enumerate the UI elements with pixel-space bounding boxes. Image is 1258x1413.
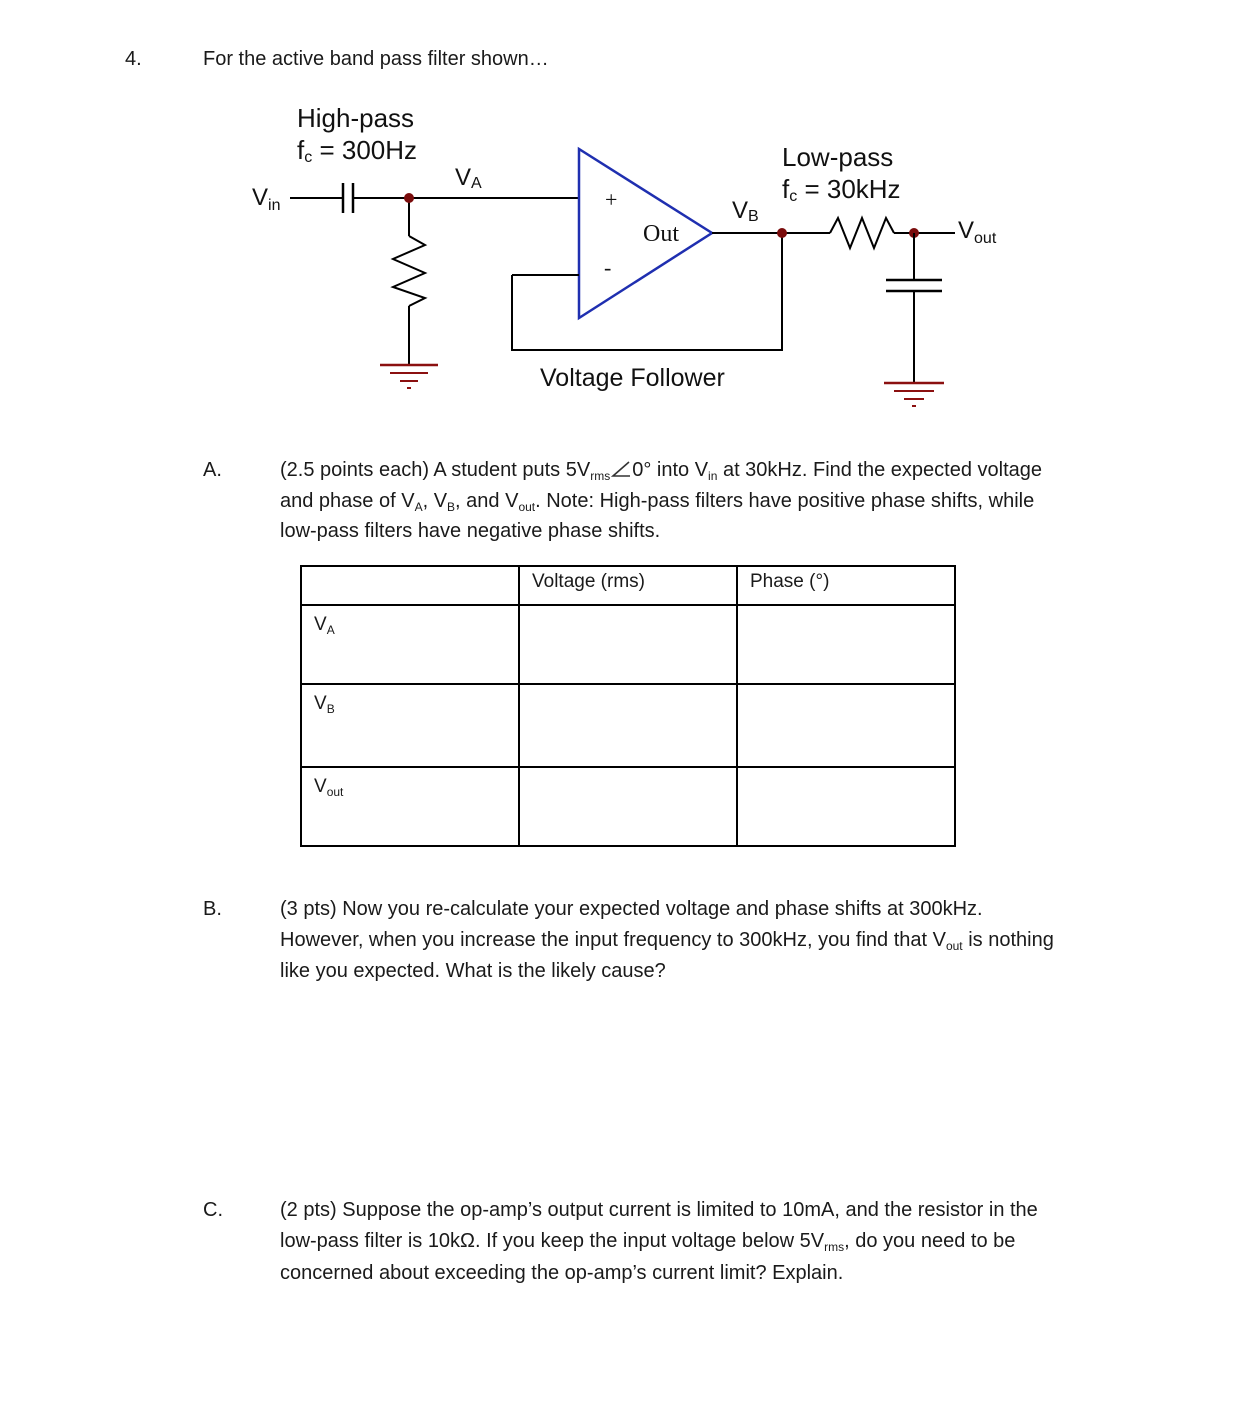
row-label-vb: $V_B$: [301, 684, 519, 767]
vb-phase-cell[interactable]: [737, 684, 955, 767]
vout-label: $V_{out}$: [958, 217, 997, 247]
table-row: [301, 605, 955, 684]
ground-icon: [380, 365, 438, 388]
highpass-fc-label: fc = 300Hz: [297, 135, 418, 166]
table-row: [301, 684, 955, 767]
part-c-line-1: (2 pts) Suppose the op-amp’s output current is limited to 10mA, and the resistor in the: [280, 1199, 1038, 1221]
row-label-vout: $V_{out}$: [301, 767, 519, 846]
part-c-line-2: low-pass filter is 10kΩ. If you keep the input voltage below $5V_{rms}$, do you need to be: [280, 1230, 1016, 1254]
part-a-line-1: (2.5 points each) A student puts $5V_{rms}$ 0° into $V_{in}$ at 30kHz. Find the expected voltage: [280, 455, 1042, 486]
vin-label: $V_{in}$: [252, 184, 281, 214]
opamp-minus: -: [604, 255, 612, 280]
highpass-title: High-pass: [297, 103, 415, 133]
circuit-diagram: [0, 0, 1258, 430]
va-voltage-cell[interactable]: [519, 605, 737, 684]
part-b-line-2: However, when you increase the input frequency to 300kHz, you find that $V_{out}$ is nothing: [280, 929, 1054, 953]
part-c-line-3: concerned about exceeding the op-amp’s current limit? Explain.: [280, 1262, 844, 1284]
question-prompt: For the active band pass filter shown…: [203, 48, 549, 70]
part-b-line-3: like you expected. What is the likely cause?: [280, 960, 666, 982]
part-a-line-3: low-pass filters have negative phase shifts.: [280, 520, 661, 542]
vb-node: [777, 228, 787, 238]
row-label-va: $V_A$: [301, 605, 519, 684]
table-header-cell: [301, 566, 519, 605]
vout-phase-cell[interactable]: [737, 767, 955, 846]
va-label: VA: [455, 164, 482, 192]
table-header-cell: Voltage (rms): [519, 566, 737, 605]
question-number: 4.: [125, 48, 142, 70]
part-c-letter: C.: [203, 1199, 223, 1221]
table-row: [301, 767, 955, 846]
part-a-letter: A.: [203, 459, 222, 481]
vout-voltage-cell[interactable]: [519, 767, 737, 846]
lowpass-title: Low-pass: [782, 142, 894, 172]
answer-table: [300, 565, 956, 847]
part-b-line-1: (3 pts) Now you re-calculate your expected voltage and phase shifts at 300kHz.: [280, 898, 983, 920]
table-header-row: [301, 566, 955, 605]
ground-icon: [884, 383, 944, 406]
va-node: [404, 193, 414, 203]
highpass-resistor: [393, 236, 425, 306]
opamp-plus: +: [605, 187, 618, 212]
voltage-follower-label: Voltage Follower: [540, 364, 725, 392]
part-a-line-2: and phase of $V_A$, $V_B$, and $V_{out}$. Note: High-pass filters have positive phase shifts, while: [280, 490, 1035, 514]
vb-label: VB: [732, 197, 759, 225]
vb-voltage-cell[interactable]: [519, 684, 737, 767]
va-phase-cell[interactable]: [737, 605, 955, 684]
table-header-cell: Phase (°): [737, 566, 955, 605]
lowpass-fc-label: fc = 30kHz: [782, 174, 901, 205]
opamp-out-label: Out: [643, 221, 679, 247]
angle-icon: [611, 456, 631, 472]
lowpass-resistor: [830, 218, 894, 248]
feedback-wire: [512, 233, 782, 350]
part-b-letter: B.: [203, 898, 222, 920]
